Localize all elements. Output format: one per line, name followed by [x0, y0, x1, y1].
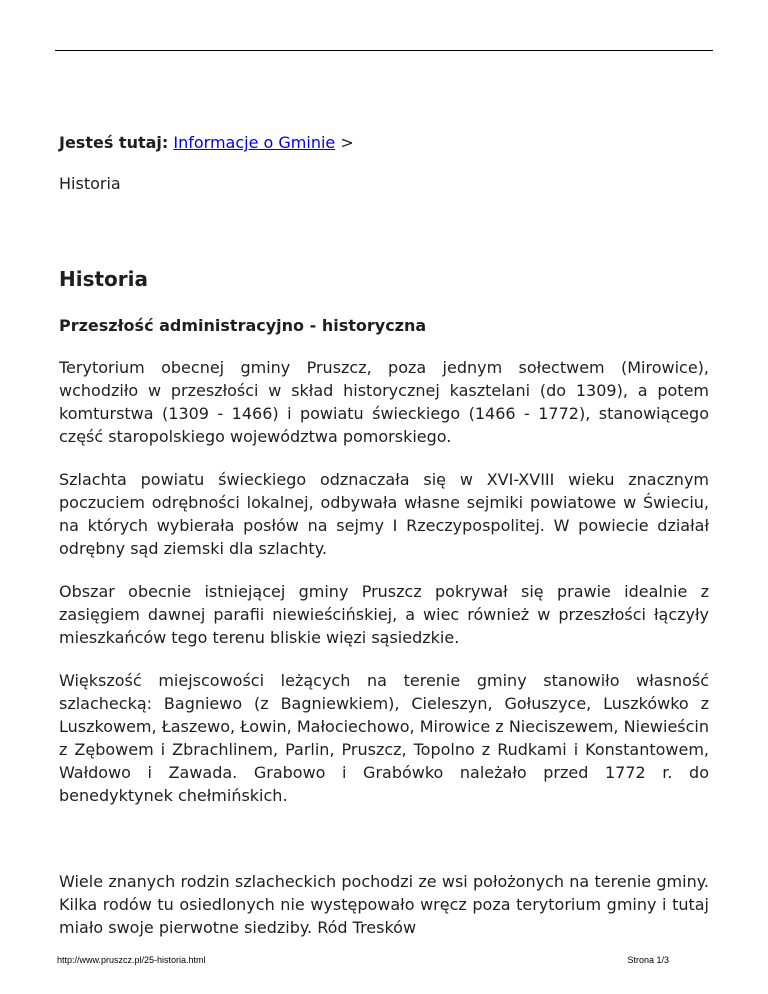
paragraph-5-wrap: [59, 870, 709, 939]
breadcrumb: [59, 131, 709, 155]
paragraph-4: Większość miejscowości leżących na terenie gminy stanowiło własność szlachecką: Bagniewo (z Bagniewkiem), Cieleszyn, Gołuszyce, Luszkówko z Luszkowem, Łaszewo, Łowin, Małociechowo, Mirowice z Nieciszewem, Niewieścin z Zębowem i Zbrachlinem, Parlin, Pruszcz, Topolno z Rudkami i Konstantowem, Wałdowo i Zawada. Grabowo i Grabówko należało przed 1772 r. do benedyktynek chełmińskich.: [59, 671, 709, 805]
paragraph-5: Wiele znanych rodzin szlacheckich pochodzi ze wsi położonych na terenie gminy. Kilka rodów tu osiedlonych nie występowało wręcz poza terytorium gminy i tutaj miało swoje pierwotne siedziby. Ród Tresków: [59, 872, 709, 937]
footer-url: http://www.pruszcz.pl/25-historia.html: [57, 955, 206, 965]
breadcrumb-current: Historia: [59, 174, 121, 193]
breadcrumb-label: Jesteś tutaj:: [59, 133, 169, 152]
paragraph-2: Szlachta powiatu świeckiego odznaczała się w XVI-XVIII wieku znacznym poczuciem odrębności lokalnej, odbywała własne sejmiki powiatowe w Świeciu, na których wybierała posłów na sejmy I Rzeczypospolitej. W powiecie działał odrębny sąd ziemski dla szlachty.: [59, 470, 709, 558]
footer-page-number: Strona 1/3: [627, 955, 669, 965]
breadcrumb-link-informacje[interactable]: Informacje o Gminie: [173, 133, 336, 152]
document-body: [59, 131, 709, 939]
section-title: Przeszłość administracyjno - historyczna: [59, 316, 427, 335]
page-title: Historia: [59, 267, 149, 291]
paragraph-3: Obszar obecnie istniejącej gminy Pruszcz pokrywał się prawie idealnie z zasięgiem dawnej parafii niewieścińskiej, a wiec również w przeszłości łączyły mieszkańców tego terenu bliskie więzi sąsiedzkie.: [59, 582, 709, 647]
top-divider: [55, 50, 713, 51]
breadcrumb-separator: >: [340, 133, 354, 152]
paragraph-1: Terytorium obecnej gminy Pruszcz, poza jednym sołectwem (Mirowice), wchodziło w przeszłości w skład historycznej kasztelani (do 1309), a potem komturstwa (1309 - 1466) i powiatu świeckiego (1466 - 1772), stanowiącego część staropolskiego województwa pomorskiego.: [59, 358, 709, 446]
